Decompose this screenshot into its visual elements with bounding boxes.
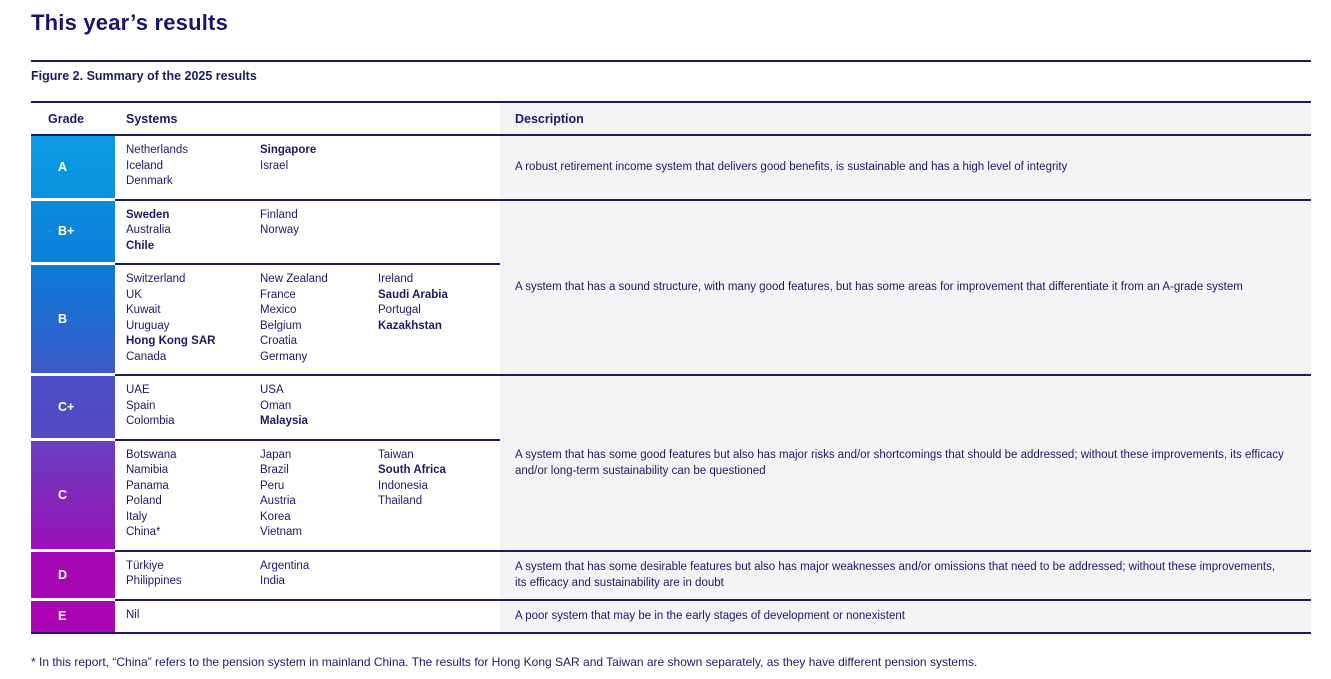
systems-column: [378, 208, 500, 255]
grade-row: [31, 376, 500, 441]
country-name: Spain: [126, 399, 156, 412]
country-name: Denmark: [126, 175, 173, 187]
country-name: Brazil: [260, 464, 289, 476]
grade-cell: C+: [31, 376, 115, 441]
country-name: Oman: [260, 399, 292, 412]
country-name: Canada: [126, 350, 167, 363]
country-name: Malaysia: [260, 415, 308, 427]
country-name: South Africa: [378, 464, 446, 476]
grade-group-left: [31, 601, 500, 635]
systems-column: [378, 608, 500, 624]
grade-group: [31, 601, 1311, 635]
country-name: Australia: [126, 224, 171, 236]
systems-column: [260, 208, 378, 255]
systems-column: [378, 143, 500, 190]
country-name: Switzerland: [126, 273, 186, 285]
systems-column: [260, 448, 378, 541]
grade-group: [31, 376, 1311, 552]
systems-cell: [115, 601, 500, 635]
country-name: Ireland: [378, 273, 414, 285]
country-name: Vietnam: [260, 526, 302, 538]
country-name: Panama: [126, 479, 169, 492]
systems-column: [126, 383, 260, 430]
country-name: Finland: [260, 208, 298, 221]
description-cell: [500, 601, 1311, 635]
grade-group-left: [31, 136, 500, 201]
systems-column: [378, 559, 500, 590]
description-text: A system that has a sound structure, with many good features, but has some areas for improvement that differentiate it from an A-grade system: [515, 281, 1243, 294]
description-cell: [500, 201, 1311, 377]
country-name: Argentina: [260, 559, 310, 572]
systems-column: [126, 448, 260, 541]
grade-row: [31, 201, 500, 266]
systems-column: [260, 143, 378, 190]
grade-row: [31, 265, 500, 376]
systems-column: [126, 272, 260, 365]
country-name: Norway: [260, 224, 299, 236]
country-name: Singapore: [260, 144, 317, 156]
systems-column: [260, 608, 378, 624]
systems-cell: [115, 201, 500, 266]
table-body: [31, 136, 1311, 634]
top-divider: [31, 60, 1311, 62]
country-name: Uruguay: [126, 319, 170, 332]
country-name: Thailand: [378, 495, 423, 507]
grade-group: [31, 136, 1311, 201]
table-header-row: [31, 103, 1311, 136]
country-name: Mexico: [260, 304, 297, 316]
description-text: A system that has some desirable features but also has major weaknesses and/or omissions that need to be addressed; without these improvements, its efficacy and sustainability are in doubt: [515, 561, 1276, 589]
description-cell: [500, 136, 1311, 201]
country-name: Chile: [126, 239, 155, 252]
grade-cell: D: [31, 552, 115, 601]
country-name: Peru: [260, 479, 285, 492]
country-name: Portugal: [378, 304, 421, 316]
page-title: This year’s results: [31, 10, 229, 35]
country-name: Taiwan: [378, 448, 414, 461]
country-name: Korea: [260, 510, 291, 523]
country-name: Türkiye: [126, 559, 164, 572]
systems-cell: [115, 376, 500, 441]
country-name: Sweden: [126, 208, 170, 221]
systems-column: [126, 208, 260, 255]
grade-group-left: [31, 201, 500, 377]
description-cell: [500, 552, 1311, 601]
footnote: * In this report, “China” refers to the pension system in mainland China. The results for Hong Kong SAR and Taiwan are shown separately, as they have different pension systems.: [31, 655, 978, 669]
systems-cell: [115, 552, 500, 601]
country-name: India: [260, 575, 285, 587]
country-name: France: [260, 288, 296, 301]
grade-cell: C: [31, 441, 115, 552]
country-name: UAE: [126, 384, 150, 396]
country-name: UK: [126, 288, 142, 301]
grade-group: [31, 201, 1311, 377]
results-table: [31, 101, 1311, 634]
systems-column: [260, 272, 378, 365]
systems-column: [126, 559, 260, 590]
systems-column: [378, 272, 500, 365]
systems-cell: [115, 136, 500, 201]
grade-group: [31, 552, 1311, 601]
systems-column: [260, 383, 378, 430]
grade-cell: B+: [31, 201, 115, 266]
country-name: Hong Kong SAR: [126, 335, 216, 347]
description-cell: [500, 376, 1311, 552]
systems-cell: [115, 265, 500, 376]
description-text: A system that has some good features but also has major risks and/or shortcomings that should be addressed; without these improvements, its efficacy and/or long-term sustainability can be questioned: [515, 448, 1284, 477]
column-header-grade: Grade: [48, 111, 85, 126]
grade-cell: B: [31, 265, 115, 376]
country-name: Kuwait: [126, 304, 161, 316]
systems-column: [378, 448, 500, 541]
grade-cell: E: [31, 601, 115, 635]
country-name: Philippines: [126, 575, 182, 587]
country-name: Nil: [126, 608, 140, 621]
country-name: China*: [126, 526, 161, 538]
figure-caption: Figure 2. Summary of the 2025 results: [31, 69, 257, 83]
systems-column: [126, 143, 260, 190]
grade-group-left: [31, 552, 500, 601]
country-name: Namibia: [126, 464, 169, 476]
country-name: Poland: [126, 495, 162, 507]
country-name: Iceland: [126, 159, 164, 172]
grade-row: [31, 601, 500, 635]
grade-cell: A: [31, 136, 115, 201]
country-name: Netherlands: [126, 144, 189, 156]
grade-group-left: [31, 376, 500, 552]
country-name: Japan: [260, 448, 292, 461]
systems-column: [126, 608, 260, 624]
country-name: USA: [260, 384, 284, 396]
country-name: Austria: [260, 495, 296, 507]
grade-row: [31, 552, 500, 601]
country-name: Belgium: [260, 319, 302, 332]
grade-row: [31, 136, 500, 201]
country-name: Saudi Arabia: [378, 288, 448, 301]
description-text: A poor system that may be in the early stages of development or nonexistent: [515, 610, 905, 623]
country-name: Italy: [126, 510, 148, 523]
country-name: Indonesia: [378, 479, 428, 492]
systems-cell: [115, 441, 500, 552]
grade-row: [31, 441, 500, 552]
column-header-description: Description: [500, 103, 1311, 134]
systems-column: [378, 383, 500, 430]
description-text: A robust retirement income system that delivers good benefits, is sustainable and has a high level of integrity: [515, 161, 1068, 174]
country-name: Croatia: [260, 335, 298, 347]
column-header-systems: Systems: [126, 111, 178, 126]
country-name: Colombia: [126, 415, 175, 427]
country-name: Israel: [260, 159, 289, 172]
country-name: Kazakhstan: [378, 319, 442, 332]
country-name: Botswana: [126, 448, 177, 461]
systems-column: [260, 559, 378, 590]
country-name: Germany: [260, 350, 308, 363]
country-name: New Zealand: [260, 273, 328, 285]
